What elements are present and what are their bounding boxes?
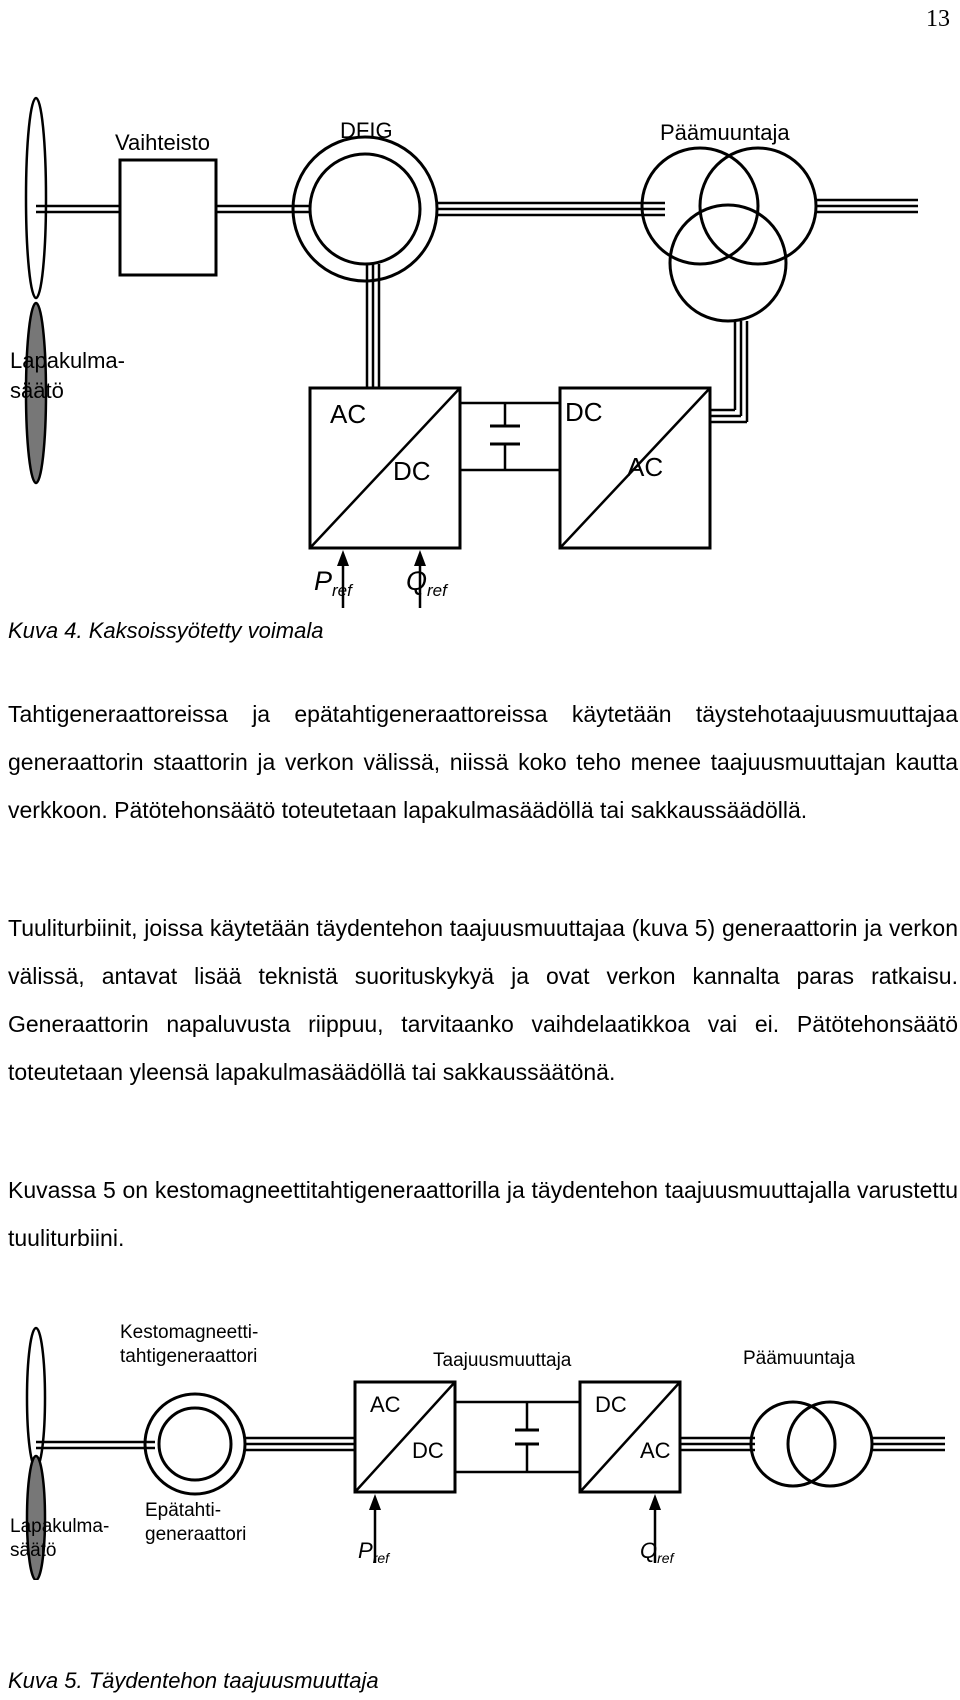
figure-1-caption: Kuva 4. Kaksoissyötetty voimala (8, 618, 324, 643)
converter-label: Taajuusmuuttaja (433, 1350, 572, 1371)
converter1-dc-label: DC (412, 1438, 444, 1463)
transformer-label: Päämuuntaja (743, 1348, 855, 1369)
pref-label: $P_{ref}$ (314, 566, 352, 600)
pm-generator-label-line2: tahtigeneraattori (120, 1346, 258, 1367)
page-number: 13 (926, 6, 950, 32)
upper-blade-icon (26, 98, 46, 298)
converter2-ac-label: AC (640, 1438, 671, 1463)
converter2-ac-label: AC (627, 452, 664, 482)
generator-inner-circle (159, 1408, 231, 1480)
transformer-label: Päämuuntaja (660, 120, 790, 145)
figure-1-diagram (0, 88, 960, 608)
pref-label: $P_{ref}$ (358, 1538, 390, 1566)
pitch-control-label-line1: Lapakulma- (10, 348, 125, 373)
transformer-primary-circle (751, 1402, 835, 1486)
qref-label: $Q_{ref}$ (640, 1538, 674, 1566)
pitch-control-label-line2: säätö (10, 1540, 57, 1561)
async-generator-label-line2: generaattori (145, 1524, 247, 1545)
qref-label: $Q_{ref}$ (406, 566, 447, 600)
pitch-control-label-line2: säätö (10, 378, 64, 403)
dfig-label: DFIG (340, 118, 393, 143)
paragraph-2: Tuuliturbiinit, joissa käytetään täydentehon taajuusmuuttajaa (kuva 5) generaattorin ja verkon välissä, antavat lisää teknistä suorituskykyä ja ovat verkon kannalta paras ratkaisu. Generaattorin napaluvusta riippuu, tarvitaanko vaihdelaatikkoa vai ei. Pätötehonsäätö toteutetaan yleensä lapakulmasäädöllä tai sakkaussäätönä. (8, 915, 958, 1085)
figure-2-diagram (0, 1318, 960, 1580)
dfig-inner-circle (310, 154, 420, 264)
converter1-dc-label: DC (393, 456, 431, 486)
pm-generator-label-line1: Kestomagneetti- (120, 1322, 259, 1343)
converter2-dc-label: DC (595, 1392, 627, 1417)
gearbox-label: Vaihteisto (115, 130, 210, 155)
converter1-ac-label: AC (330, 399, 367, 429)
paragraph-1: Tahtigeneraattoreissa ja epätahtigeneraattoreissa käytetään täystehotaajuusmuuttajaa generaattorin staattorin ja verkon välissä, niissä koko teho menee taajuusmuuttajan kautta verkkoon. Pätötehonsäätö toteutetaan lapakulmasäädöllä tai sakkaussäädöllä. (8, 701, 958, 823)
async-generator-label-line1: Epätahti- (145, 1500, 222, 1521)
converter1-ac-label: AC (370, 1392, 401, 1417)
pitch-control-label-line1: Lapakulma- (10, 1516, 110, 1537)
dfig-outer-circle (293, 137, 437, 281)
converter2-dc-label: DC (565, 397, 603, 427)
paragraph-3: Kuvassa 5 on kestomagneettitahtigeneraattorilla ja täydentehon taajuusmuuttajalla varustettu tuuliturbiini. (8, 1177, 958, 1251)
gearbox-box (120, 160, 216, 275)
transformer-secondary-circle (788, 1402, 872, 1486)
figure-2-caption: Kuva 5. Täydentehon taajuusmuuttaja (8, 1668, 379, 1693)
